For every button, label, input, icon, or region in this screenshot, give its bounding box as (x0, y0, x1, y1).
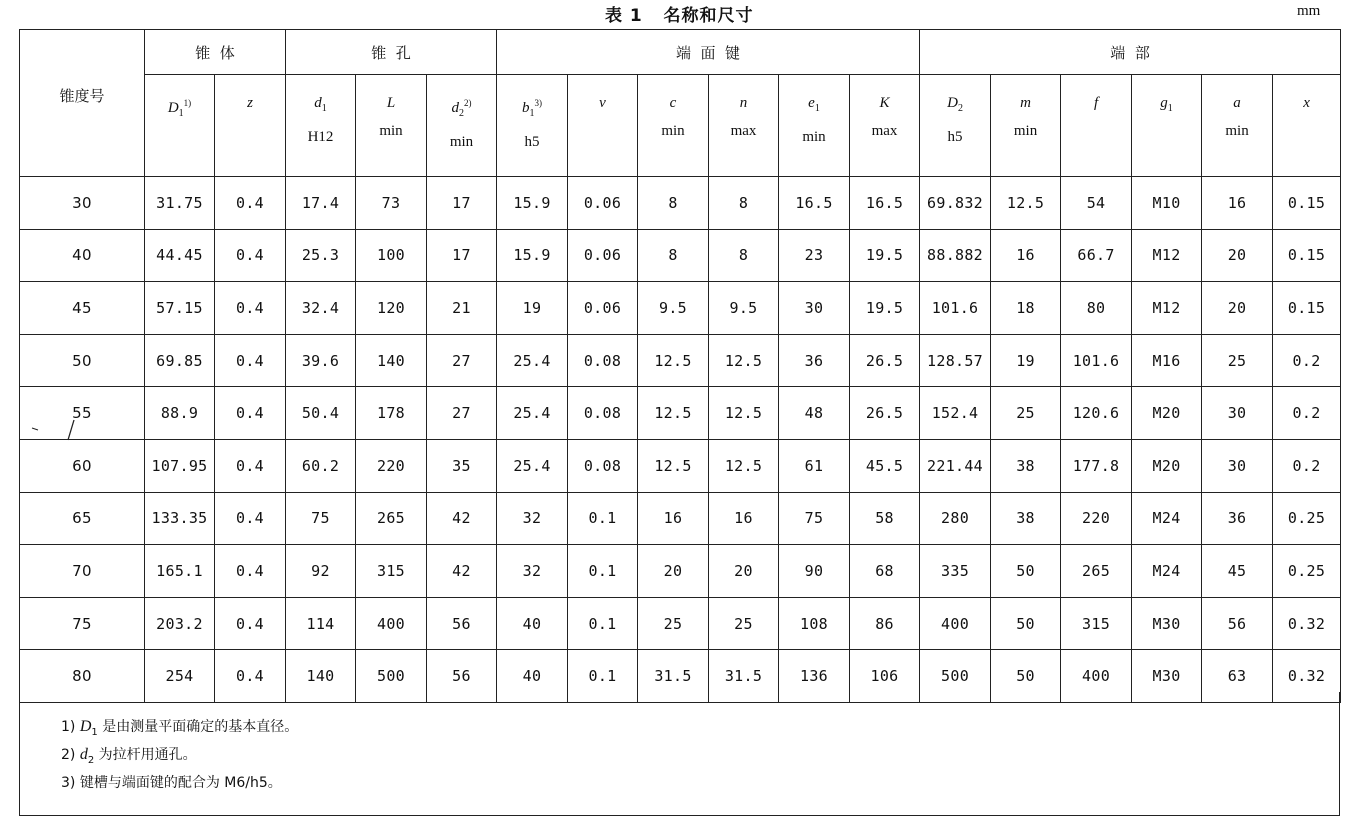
value-cell: 20 (1202, 229, 1273, 282)
value-cell: 48 (779, 387, 850, 440)
group-header-cone-hole: 锥 孔 (286, 30, 497, 75)
value-cell: 20 (638, 545, 709, 598)
value-cell: 19.5 (850, 282, 920, 335)
value-cell: 8 (709, 177, 779, 230)
group-header-cone-body: 锥 体 (145, 30, 286, 75)
value-cell: 32 (497, 492, 568, 545)
value-cell: 0.32 (1273, 650, 1341, 703)
value-cell: 12.5 (709, 439, 779, 492)
value-cell: 88.882 (920, 229, 991, 282)
footnotes (19, 692, 1340, 816)
value-cell: 68 (850, 545, 920, 598)
value-cell: 30 (779, 282, 850, 335)
value-cell: 38 (991, 439, 1061, 492)
value-cell: 12.5 (638, 334, 709, 387)
value-cell: 0.15 (1273, 177, 1341, 230)
value-cell: 25 (1202, 334, 1273, 387)
footnote-1: 1) $D_1$ 是由测量平面确定的基本直径。 (61, 718, 299, 738)
value-cell: 12.5 (709, 387, 779, 440)
value-cell: 0.4 (215, 387, 286, 440)
value-cell: 90 (779, 545, 850, 598)
table-row (20, 177, 1341, 230)
value-cell: 0.15 (1273, 282, 1341, 335)
value-cell: 42 (427, 545, 497, 598)
value-cell: 35 (427, 439, 497, 492)
value-cell: 80 (1061, 282, 1132, 335)
value-cell: 66.7 (1061, 229, 1132, 282)
value-cell: 8 (709, 229, 779, 282)
value-cell: 57.15 (145, 282, 215, 335)
value-cell: 100 (356, 229, 427, 282)
value-cell: 56 (1202, 597, 1273, 650)
value-cell: 16.5 (850, 177, 920, 230)
value-cell: 335 (920, 545, 991, 598)
value-cell: 0.1 (568, 650, 638, 703)
value-cell: 27 (427, 334, 497, 387)
value-cell: 315 (1061, 597, 1132, 650)
value-cell: 25.4 (497, 387, 568, 440)
value-cell: 165.1 (145, 545, 215, 598)
value-cell: 220 (1061, 492, 1132, 545)
value-cell: 15.9 (497, 229, 568, 282)
value-cell: 0.1 (568, 597, 638, 650)
value-cell: 23 (779, 229, 850, 282)
value-cell: 20 (1202, 282, 1273, 335)
group-header-end: 端 部 (920, 30, 1341, 75)
table-row (20, 439, 1341, 492)
value-cell: M20 (1132, 387, 1202, 440)
value-cell: 45 (1202, 545, 1273, 598)
value-cell: 108 (779, 597, 850, 650)
value-cell: 128.57 (920, 334, 991, 387)
value-cell: 12.5 (991, 177, 1061, 230)
value-cell: 0.2 (1273, 387, 1341, 440)
table-row (20, 387, 1341, 440)
taper-number-cell: 60 (20, 439, 145, 492)
column-header: $e_1$ min (779, 75, 850, 177)
value-cell: 60.2 (286, 439, 356, 492)
value-cell: 31.5 (638, 650, 709, 703)
value-cell: 73 (356, 177, 427, 230)
value-cell: 44.45 (145, 229, 215, 282)
value-cell: 0.25 (1273, 545, 1341, 598)
value-cell: 25 (991, 387, 1061, 440)
taper-number-cell: 30 (20, 177, 145, 230)
column-header: $D_1^{1)}$ (145, 75, 215, 177)
value-cell: 107.95 (145, 439, 215, 492)
footnote-3: 3) 键槽与端面键的配合为 M6/h5。 (61, 775, 282, 791)
value-cell: 177.8 (1061, 439, 1132, 492)
column-header: $d_2^{2)}$ min (427, 75, 497, 177)
value-cell: 26.5 (850, 387, 920, 440)
value-cell: 265 (1061, 545, 1132, 598)
value-cell: 40 (497, 650, 568, 703)
value-cell: 8 (638, 229, 709, 282)
value-cell: 25.3 (286, 229, 356, 282)
value-cell: 203.2 (145, 597, 215, 650)
column-header: c min (638, 75, 709, 177)
value-cell: 0.32 (1273, 597, 1341, 650)
table-row (20, 492, 1341, 545)
value-cell: 17 (427, 229, 497, 282)
value-cell: 50 (991, 545, 1061, 598)
value-cell: 54 (1061, 177, 1132, 230)
value-cell: 101.6 (1061, 334, 1132, 387)
value-cell: M12 (1132, 229, 1202, 282)
value-cell: 0.06 (568, 177, 638, 230)
value-cell: 16 (991, 229, 1061, 282)
table-row (20, 545, 1341, 598)
taper-number-cell: 65 (20, 492, 145, 545)
value-cell: 0.08 (568, 439, 638, 492)
value-cell: 19 (991, 334, 1061, 387)
value-cell: 92 (286, 545, 356, 598)
value-cell: 315 (356, 545, 427, 598)
value-cell: 101.6 (920, 282, 991, 335)
value-cell: 0.1 (568, 545, 638, 598)
column-header: m min (991, 75, 1061, 177)
value-cell: 9.5 (709, 282, 779, 335)
column-header: $b_1^{3)}$ h5 (497, 75, 568, 177)
value-cell: 0.4 (215, 439, 286, 492)
table-row (20, 597, 1341, 650)
value-cell: 12.5 (709, 334, 779, 387)
column-header: $g_1$ (1132, 75, 1202, 177)
taper-number-cell: 70 (20, 545, 145, 598)
value-cell: 133.35 (145, 492, 215, 545)
value-cell: 16 (1202, 177, 1273, 230)
value-cell: 16 (638, 492, 709, 545)
value-cell: 69.85 (145, 334, 215, 387)
value-cell: 12.5 (638, 387, 709, 440)
pen-mark (30, 418, 90, 442)
value-cell: 120 (356, 282, 427, 335)
value-cell: 500 (356, 650, 427, 703)
value-cell: 0.4 (215, 229, 286, 282)
value-cell: 40 (497, 597, 568, 650)
value-cell: 56 (427, 650, 497, 703)
value-cell: 19.5 (850, 229, 920, 282)
table-title: 表 1 名称和尺寸 (605, 6, 754, 26)
value-cell: 45.5 (850, 439, 920, 492)
value-cell: 30 (1202, 439, 1273, 492)
value-cell: M16 (1132, 334, 1202, 387)
value-cell: 0.08 (568, 334, 638, 387)
value-cell: 15.9 (497, 177, 568, 230)
value-cell: 0.4 (215, 282, 286, 335)
value-cell: 20 (709, 545, 779, 598)
header-taper-number: 锥度号 (20, 30, 145, 177)
value-cell: 0.2 (1273, 334, 1341, 387)
value-cell: 0.4 (215, 597, 286, 650)
value-cell: 31.5 (709, 650, 779, 703)
value-cell: M24 (1132, 545, 1202, 598)
table-row (20, 334, 1341, 387)
value-cell: 17.4 (286, 177, 356, 230)
value-cell: 21 (427, 282, 497, 335)
value-cell: 75 (779, 492, 850, 545)
value-cell: 32.4 (286, 282, 356, 335)
taper-number-cell: 80 (20, 650, 145, 703)
value-cell: 140 (356, 334, 427, 387)
value-cell: 0.08 (568, 387, 638, 440)
taper-number-cell: 55 (20, 387, 145, 440)
value-cell: 69.832 (920, 177, 991, 230)
column-header: a min (1202, 75, 1273, 177)
value-cell: 36 (1202, 492, 1273, 545)
value-cell: 400 (356, 597, 427, 650)
value-cell: 0.4 (215, 177, 286, 230)
value-cell: 0.15 (1273, 229, 1341, 282)
value-cell: 400 (1061, 650, 1132, 703)
value-cell: 25 (709, 597, 779, 650)
value-cell: 0.4 (215, 492, 286, 545)
value-cell: M30 (1132, 597, 1202, 650)
value-cell: 38 (991, 492, 1061, 545)
value-cell: 136 (779, 650, 850, 703)
value-cell: 12.5 (638, 439, 709, 492)
value-cell: 106 (850, 650, 920, 703)
value-cell: 17 (427, 177, 497, 230)
value-cell: 178 (356, 387, 427, 440)
column-header: n max (709, 75, 779, 177)
value-cell: 400 (920, 597, 991, 650)
taper-number-cell: 50 (20, 334, 145, 387)
value-cell: 31.75 (145, 177, 215, 230)
value-cell: M10 (1132, 177, 1202, 230)
value-cell: 50 (991, 597, 1061, 650)
value-cell: 42 (427, 492, 497, 545)
column-header: v (568, 75, 638, 177)
taper-number-cell: 40 (20, 229, 145, 282)
column-header: f (1061, 75, 1132, 177)
value-cell: 8 (638, 177, 709, 230)
value-cell: 26.5 (850, 334, 920, 387)
value-cell: 16.5 (779, 177, 850, 230)
table-body (20, 177, 1341, 703)
value-cell: 30 (1202, 387, 1273, 440)
value-cell: 25.4 (497, 334, 568, 387)
value-cell: 61 (779, 439, 850, 492)
value-cell: M30 (1132, 650, 1202, 703)
value-cell: 18 (991, 282, 1061, 335)
value-cell: 56 (427, 597, 497, 650)
value-cell: 88.9 (145, 387, 215, 440)
value-cell: 0.25 (1273, 492, 1341, 545)
taper-number-cell: 75 (20, 597, 145, 650)
value-cell: M20 (1132, 439, 1202, 492)
group-header-face-key: 端 面 键 (497, 30, 920, 75)
value-cell: 27 (427, 387, 497, 440)
value-cell: 58 (850, 492, 920, 545)
value-cell: 221.44 (920, 439, 991, 492)
value-cell: 152.4 (920, 387, 991, 440)
value-cell: 25.4 (497, 439, 568, 492)
column-header: K max (850, 75, 920, 177)
taper-number-cell: 45 (20, 282, 145, 335)
value-cell: 86 (850, 597, 920, 650)
value-cell: 50.4 (286, 387, 356, 440)
column-header: z (215, 75, 286, 177)
dimension-table (19, 29, 1341, 703)
table-caption (0, 0, 1350, 24)
value-cell: 0.2 (1273, 439, 1341, 492)
value-cell: 0.4 (215, 650, 286, 703)
value-cell: 280 (920, 492, 991, 545)
value-cell: 254 (145, 650, 215, 703)
value-cell: 0.06 (568, 282, 638, 335)
value-cell: 39.6 (286, 334, 356, 387)
value-cell: 32 (497, 545, 568, 598)
footnote-2: 2) $d_2$ 为拉杆用通孔。 (61, 746, 197, 766)
value-cell: M24 (1132, 492, 1202, 545)
value-cell: M12 (1132, 282, 1202, 335)
value-cell: 265 (356, 492, 427, 545)
value-cell: 120.6 (1061, 387, 1132, 440)
value-cell: 19 (497, 282, 568, 335)
column-header-row (20, 75, 1341, 177)
column-header: x (1273, 75, 1341, 177)
value-cell: 75 (286, 492, 356, 545)
column-header: L min (356, 75, 427, 177)
value-cell: 140 (286, 650, 356, 703)
unit-label: mm (1297, 3, 1321, 19)
value-cell: 9.5 (638, 282, 709, 335)
column-header: $d_1$ H12 (286, 75, 356, 177)
value-cell: 0.4 (215, 334, 286, 387)
value-cell: 0.06 (568, 229, 638, 282)
value-cell: 36 (779, 334, 850, 387)
value-cell: 16 (709, 492, 779, 545)
value-cell: 0.4 (215, 545, 286, 598)
table-row (20, 282, 1341, 335)
column-header: $D_2$ h5 (920, 75, 991, 177)
value-cell: 63 (1202, 650, 1273, 703)
value-cell: 114 (286, 597, 356, 650)
value-cell: 50 (991, 650, 1061, 703)
value-cell: 220 (356, 439, 427, 492)
value-cell: 0.1 (568, 492, 638, 545)
value-cell: 25 (638, 597, 709, 650)
table-row (20, 229, 1341, 282)
value-cell: 500 (920, 650, 991, 703)
